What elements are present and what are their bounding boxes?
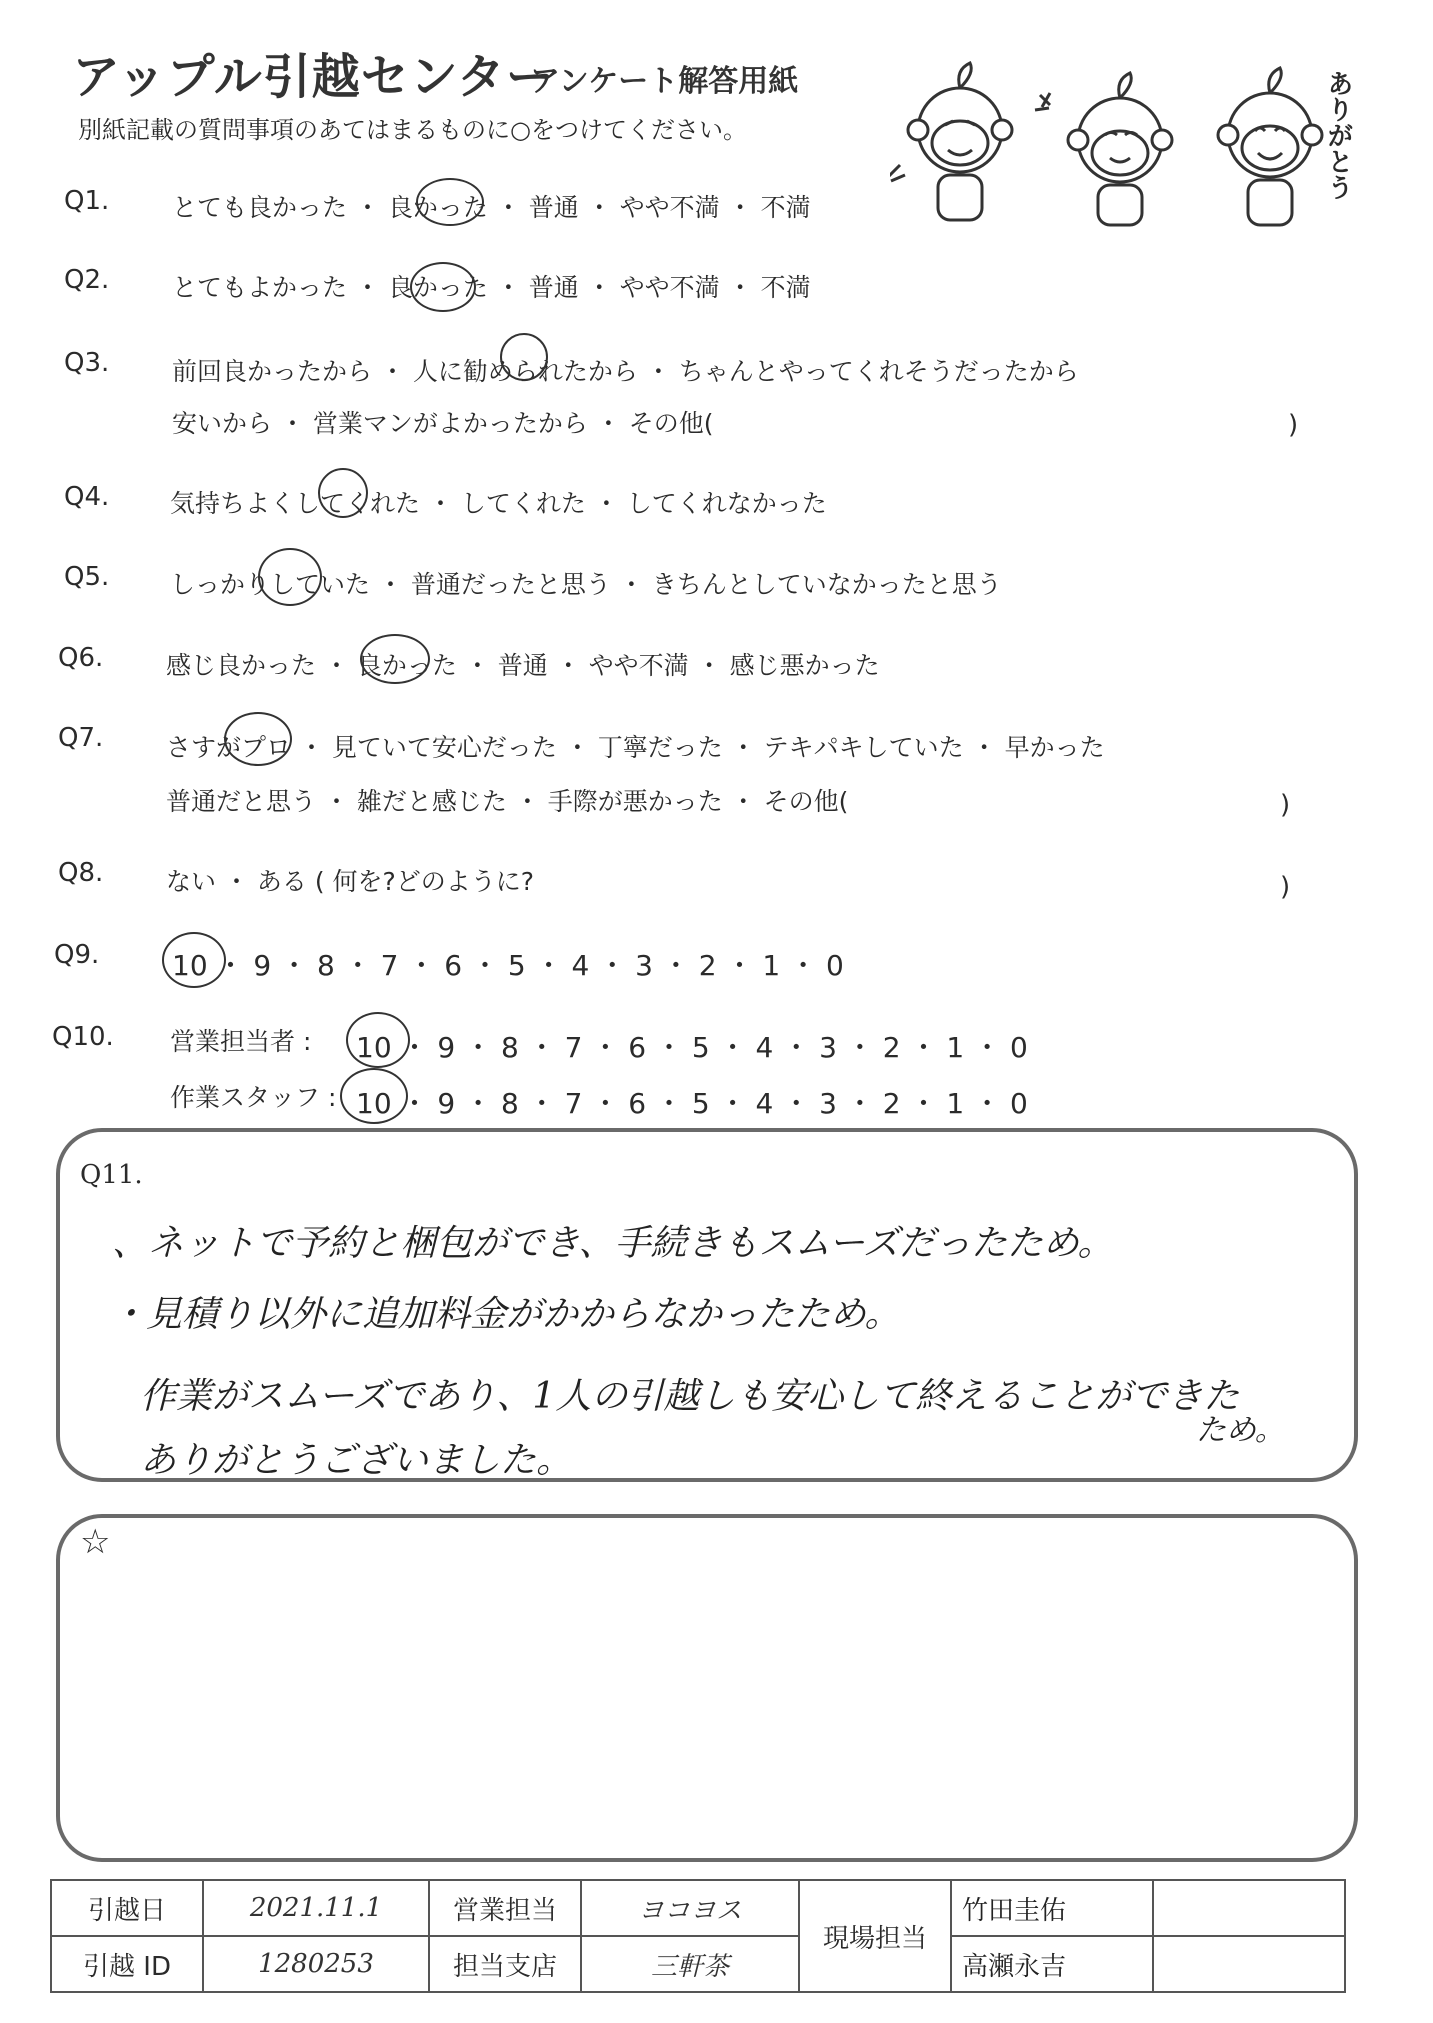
move-id-value: 1280253 [203,1936,429,1992]
q3-options-line1: 前回良かったから ・ 人に勧められたから ・ ちゃんとやってくれそうだったから [172,357,1079,386]
star-comment-box [56,1514,1358,1862]
q8-close-paren: ) [1280,872,1291,902]
q6-answer-circle [360,634,430,684]
q8-label: Q8. [58,858,104,888]
q9-answer-circle [162,932,226,988]
form-title: アップル引越センター [72,49,555,105]
q10-staff-answer-circle [340,1068,408,1124]
q9-scale: 10 ・ 9 ・ 8 ・ 7 ・ 6 ・ 5 ・ 4 ・ 3 ・ 2 ・ 1 ・ 0 [172,949,844,982]
q5-answer-circle [258,548,322,606]
q10-staff-scale: 10 ・ 9 ・ 8 ・ 7 ・ 6 ・ 5 ・ 4 ・ 3 ・ 2 ・ 1 ・ 0 [356,1087,1028,1120]
q4-options: 気持ちよくしてくれた ・ してくれた ・ してくれなかった [170,489,827,518]
q1-options: とても良かった ・ 良かった ・ 普通 ・ やや不満 ・ 不満 [172,193,811,222]
q10-label: Q10. [52,1022,114,1052]
q11-label: Q11. [80,1160,143,1190]
q11-comment-line4: ため。 [1196,1413,1285,1448]
q5-options: しっかりしていた ・ 普通だったと思う ・ きちんとしていなかったと思う [170,570,1002,599]
q7-options-line1: さすがプロ ・ 見ていて安心だった ・ 丁寧だった ・ テキパキしていた ・ 早かった [166,733,1105,762]
site-staff-2: 高瀬永吉 [951,1936,1153,1992]
q8-options: ない ・ ある ( 何を?どのように? [166,867,535,896]
q1-label: Q1. [64,186,110,216]
sales-rep-value: ヨコヨス [581,1880,799,1936]
move-id-label: 引越 ID [51,1936,203,1992]
q4-answer-circle [318,468,368,518]
q11-comment-line2: ・見積り以外に追加料金がかからなかったため。 [110,1294,901,1335]
q11-comment-line3: 作業がスムーズであり、1人の引越しも安心して終えることができた [140,1376,1240,1417]
q10-staff-label: 作業スタッフ : [170,1083,337,1112]
site-staff-extra-1 [1153,1880,1345,1936]
move-date-label: 引越日 [51,1880,203,1936]
q2-label: Q2. [64,265,110,295]
q5-label: Q5. [64,562,110,592]
q3-close-paren: ) [1288,410,1299,440]
q9-label: Q9. [54,940,100,970]
q7-close-paren: ) [1280,790,1291,820]
q1-answer-circle [416,178,484,226]
sales-rep-label: 営業担当 [429,1880,581,1936]
q3-label: Q3. [64,348,110,378]
q6-options: 感じ良かった ・ 良かった ・ 普通 ・ やや不満 ・ 感じ悪かった [166,651,880,680]
q7-options-line2: 普通だと思う ・ 雑だと感じた ・ 手際が悪かった ・ その他( [166,787,849,816]
site-staff-1: 竹田圭佑 [951,1880,1153,1936]
q3-answer-circle [500,333,548,381]
move-date-value: 2021.11.1 [203,1880,429,1936]
q10-sales-answer-circle [346,1012,410,1068]
q3-options-line2: 安いから ・ 営業マンがよかったから ・ その他( [172,409,714,438]
site-staff-label: 現場担当 [799,1880,951,1992]
form-subtitle: アンケート解答用紙 [530,64,799,99]
site-staff-extra-2 [1153,1936,1345,1992]
star-icon: ☆ [80,1522,111,1562]
q2-answer-circle [410,262,476,312]
instruction-text: 別紙記載の質問事項のあてはまるものに○をつけてください。 [78,116,747,144]
q10-sales-scale: 10 ・ 9 ・ 8 ・ 7 ・ 6 ・ 5 ・ 4 ・ 3 ・ 2 ・ 1 ・ 0 [356,1031,1028,1064]
q11-comment-line5: ありがとうございました。 [140,1440,573,1481]
q10-sales-label: 営業担当者 : [170,1027,312,1056]
move-info-table [50,1879,1346,1993]
q4-label: Q4. [64,482,110,512]
q2-options: とてもよかった ・ 良かった ・ 普通 ・ やや不満 ・ 不満 [172,273,811,302]
q11-comment-line1: 、ネットで予約と梱包ができ、手続きもスムーズだったため。 [112,1223,1114,1264]
q6-label: Q6. [58,643,104,673]
monkey-mascot-icon [890,55,1353,235]
q7-label: Q7. [58,723,104,753]
branch-label: 担当支店 [429,1936,581,1992]
mascot-caption: ありがとう [1323,70,1353,200]
branch-value: 三軒茶 [581,1936,799,1992]
q7-answer-circle [224,712,292,766]
